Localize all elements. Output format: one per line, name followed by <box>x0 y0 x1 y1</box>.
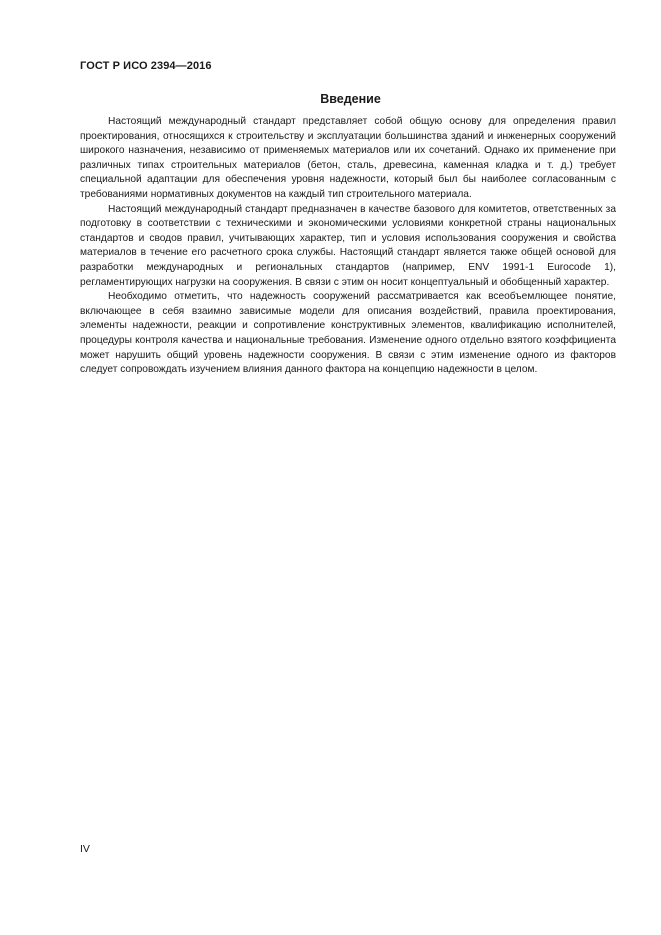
paragraph-1: Настоящий международный стандарт представляет собой общую основу для определения правил проектирования, относящихся к строительству и эксплуатации большинства зданий и инженерных сооружений широкого назначения, независимо от применяемых материалов или их сочетаний. Однако их применение при различных типах строительных материалов (бетон, сталь, древесина, каменная кладка и т. д.) требует специальной адаптации для обеспечения уровня надежности, который был бы наиболее согласованным с требованиями нормативных документов на каждый тип строительного материала. <box>80 116 616 200</box>
paragraph-2: Настоящий международный стандарт предназначен в качестве базового для комитетов, ответственных за подготовку в соответствии с техническими и экономическими условиями конкретной страны национальных стандартов и сводов правил, учитывающих характер, тип и условия использования сооружения и свойства материалов в течение его расчетного срока службы. Настоящий стандарт является также общей основой для разработки международных и региональных стандартов (например, ENV 1991-1 Eurocode 1), регламентирующих нагрузки на сооружения. В связи с этим он носит концептуальный и обобщенный характер. <box>80 203 616 288</box>
section-title: Введение <box>320 92 381 106</box>
document-code-header: ГОСТ Р ИСО 2394—2016 <box>80 60 212 72</box>
paragraph-3: Необходимо отметить, что надежность сооружений рассматривается как всеобъемлющее понятие, включающее в себя взаимно зависимые модели для описания воздействий, правила проектирования, элементы надежности, реакции и сопротивление конструктивных элементов, квалификацию исполнителей, процедуры контроля качества и национальные требования. Изменение одного отдельно взятого коэффициента может нарушить общий уровень надежности сооружения. В связи с этим изменение одного из факторов следует сопровождать изучением влияния данного фактора на концепцию надежности в целом. <box>80 291 616 376</box>
section-body <box>80 115 616 378</box>
page-number: IV <box>80 843 90 855</box>
